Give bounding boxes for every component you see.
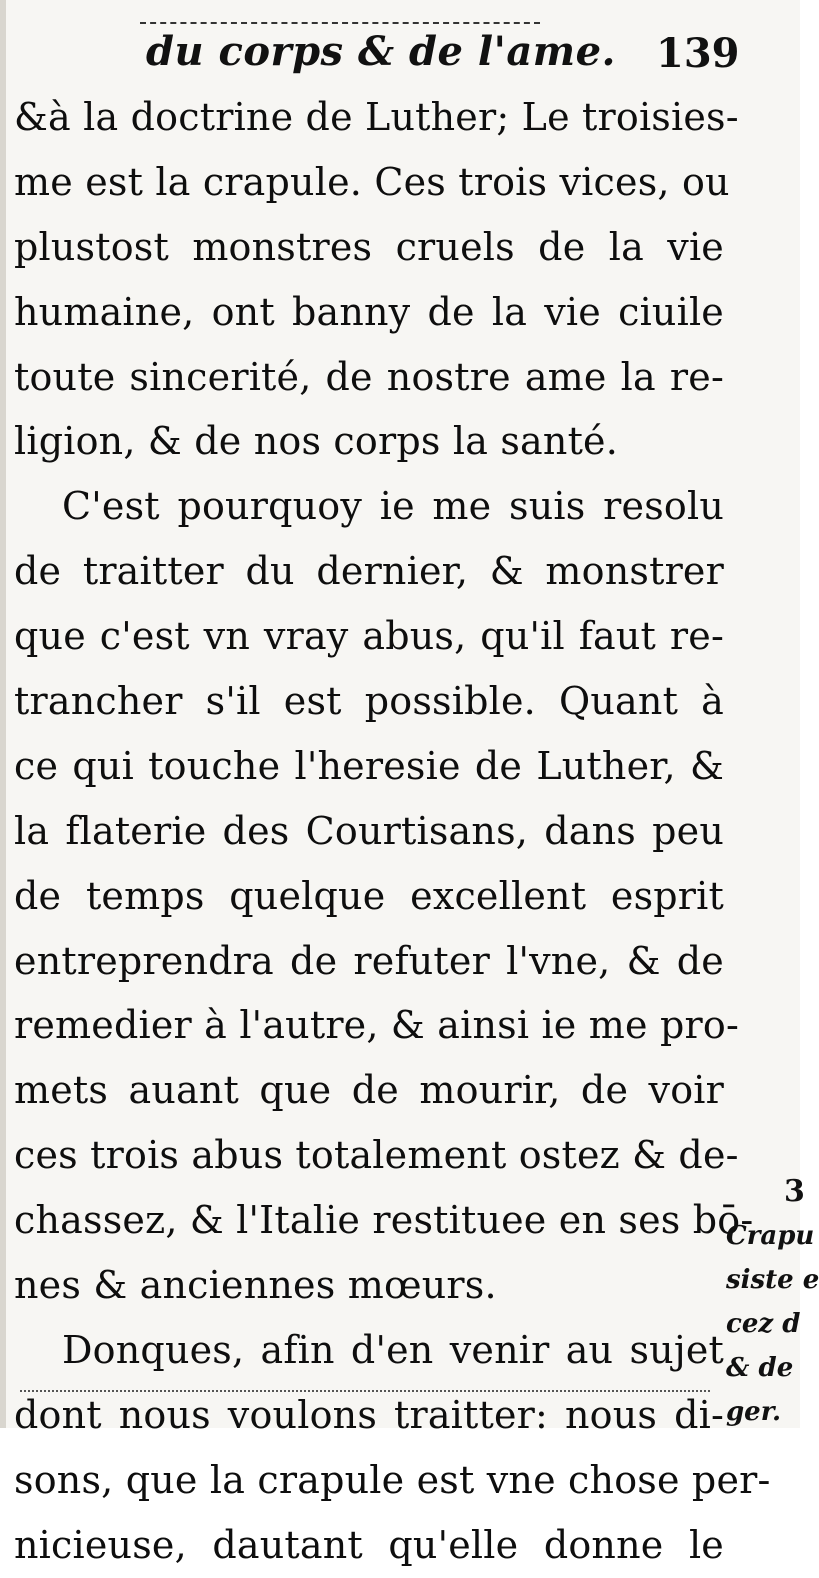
margin-note-line: cez d (726, 1309, 801, 1339)
text-line: ligion, & de nos corps la santé. (14, 419, 619, 464)
footer-rule (20, 1390, 710, 1392)
text-line: sons, que la crapule est vne chose per- (14, 1457, 771, 1502)
margin-note (726, 1170, 819, 1434)
text-line: de temps quelque excellent esprit (14, 873, 724, 918)
text-line: ces trois abus totalement ostez & de- (14, 1133, 739, 1178)
page-gutter-shadow (0, 0, 6, 1428)
text-line: de traitter du dernier, & monstrer (14, 549, 724, 594)
text-line: chassez, & l'Italie restituee en ses bō- (14, 1198, 754, 1243)
text-line: trancher s'il est possible. Quant à (14, 679, 724, 724)
text-line: me est la crapule. Ces trois vices, ou (14, 159, 730, 204)
text-line: dont nous voulons traitter: nous di- (14, 1392, 724, 1437)
text-line: &à la doctrine de Luther; Le troisies- (14, 95, 739, 139)
text-line: plustost monstres cruels de la vie (14, 224, 724, 269)
page-header (0, 18, 800, 78)
text-line: Donques, afin d'en venir au sujet (62, 1327, 724, 1372)
text-line: mets auant que de mourir, de voir (14, 1068, 724, 1113)
text-line: toute sincerité, de nostre ame la re- (14, 354, 724, 399)
text-line: la flaterie des Courtisans, dans peu (14, 808, 724, 853)
text-line: remedier à l'autre, & ainsi ie me pro- (14, 1003, 739, 1048)
text-line: C'est pourquoy ie me suis resolu (62, 484, 724, 529)
text-line: entreprendra de refuter l'vne, & de (14, 938, 724, 983)
margin-note-line: ger. (726, 1397, 782, 1427)
text-line: humaine, ont banny de la vie ciuile (14, 289, 724, 334)
text-line: ce qui touche l'heresie de Luther, & (14, 743, 724, 788)
margin-note-number: 3 (784, 1174, 805, 1209)
text-line: que c'est vn vray abus, qu'il faut re- (14, 614, 724, 659)
page-number: 139 (656, 30, 740, 77)
margin-note-line: Crapu (726, 1221, 815, 1251)
running-title: du corps & de l'ame. (146, 28, 616, 75)
text-line: nicieuse, dautant qu'elle donne le (14, 1522, 724, 1567)
text-line: nes & anciennes mœurs. (14, 1263, 497, 1308)
margin-note-line: & de (726, 1353, 794, 1383)
margin-note-line: siste e (726, 1265, 819, 1295)
